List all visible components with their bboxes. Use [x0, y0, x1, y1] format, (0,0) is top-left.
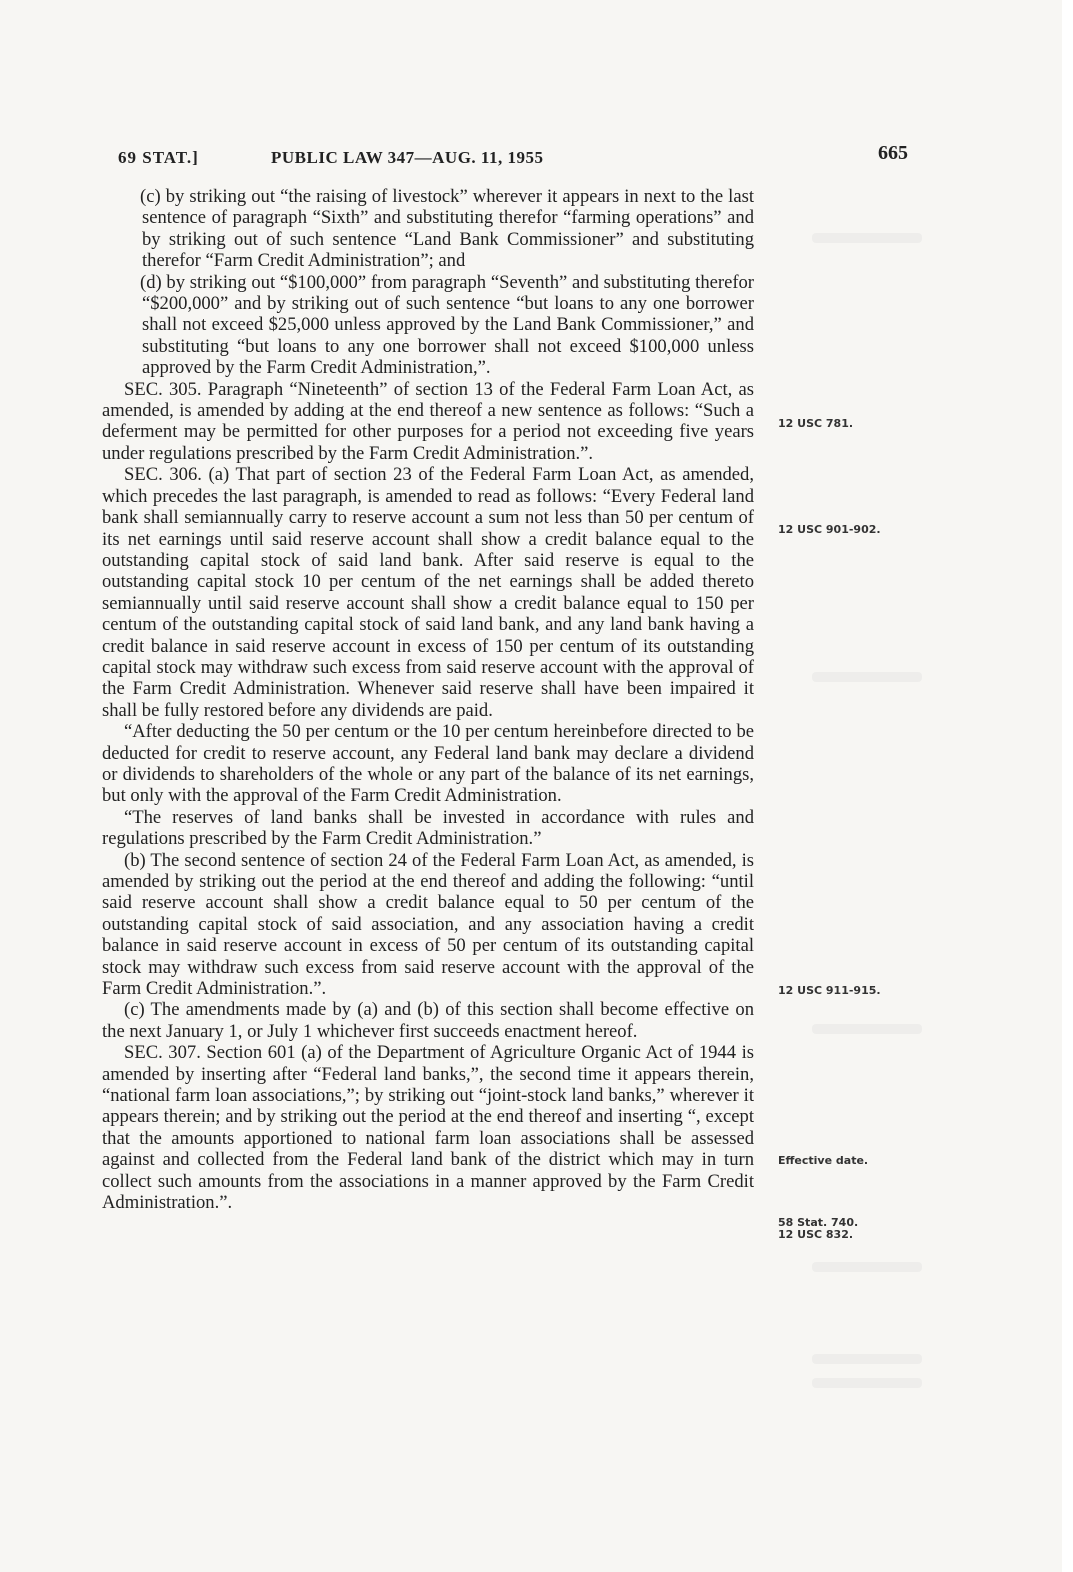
- section-305: SEC. 305. Paragraph “Nineteenth” of section 13 of the Federal Farm Loan Act, as amended, is amended by adding at the end thereof a new sentence as follows: “Such a deferment may be permitted for other purposes for a period not exceeding five years under regulations prescribed by the Farm Credit Administration.”.: [102, 378, 754, 464]
- clause-d: (d) by striking out “$100,000” from paragraph “Seventh” and substituting therefor “$200,000” and by striking out of such sentence “but loans to any one borrower shall not exceed $25,000 unless approved by the Land Bank Commissioner,” and substituting “but loans to any one borrower shall not exceed $100,000 unless approved by the Farm Credit Administration,”.: [140, 271, 754, 379]
- page-number: 665: [878, 142, 908, 164]
- bleed-through-mark: [812, 1262, 922, 1272]
- margin-effective-date: Effective date.: [778, 1154, 869, 1167]
- margin-citation: 12 USC 901-902.: [778, 523, 881, 536]
- page-header: [118, 142, 908, 172]
- statute-body: [102, 186, 754, 1214]
- section-306-c: (c) The amendments made by (a) and (b) of this section shall become effective on the next January 1, or July 1 whichever first succeeds enactment hereof.: [102, 999, 754, 1042]
- margin-citation: 12 USC 911-915.: [778, 984, 881, 997]
- bleed-through-mark: [812, 672, 922, 682]
- volume-reference: 69 STAT.]: [118, 148, 199, 167]
- margin-citation: 58 Stat. 740.: [778, 1216, 859, 1229]
- margin-citation: 12 USC 832.: [778, 1228, 854, 1241]
- bleed-through-mark: [812, 233, 922, 243]
- section-306-a-reserves: “The reserves of land banks shall be invested in accordance with rules and regulations prescribed by the Farm Credit Administration.”: [102, 806, 754, 850]
- bleed-through-mark: [812, 1354, 922, 1364]
- section-307: SEC. 307. Section 601 (a) of the Department of Agriculture Organic Act of 1944 is amended by inserting after “Federal land banks,”, the second time it appears therein, “national farm loan associations,”; by striking out “joint-stock land banks,” wherever it appears therein; and by striking out the period at the end thereof and inserting “, except that the amounts apportioned to national farm loan associations shall be assessed against and collected from the Federal land bank of the district which may in turn collect such amounts from the associations in a manner approved by the Farm Credit Administration.”.: [102, 1042, 754, 1214]
- section-306-b: (b) The second sentence of section 24 of the Federal Farm Loan Act, as amended, is amended by striking out the period at the end thereof and adding the following: “until said reserve account shall show a credit balance equal to 50 per centum of the outstanding capital stock of said association, and any association having a credit balance in said reserve account in excess of 50 per centum of its outstanding capital stock may withdraw such excess from said reserve account with the approval of the Farm Credit Administration.”.: [102, 849, 754, 1000]
- section-306-a-dividends: “After deducting the 50 per centum or the 10 per centum hereinbefore directed to be deducted for credit to reserve account, any Federal land bank may declare a dividend or dividends to shareholders of the whole or any part of the balance of its net earnings, but only with the approval of the Farm Credit Administration.: [102, 721, 754, 807]
- section-306-a: SEC. 306. (a) That part of section 23 of the Federal Farm Loan Act, as amended, which precedes the last paragraph, is amended to read as follows: “Every Federal land bank shall semiannually carry to reserve account a sum not less than 50 per centum of its net earnings until said reserve account shall show a credit balance equal to the outstanding capital stock of said land bank. After said reserve is equal to the outstanding capital stock 10 per centum of the net earnings shall be added thereto semiannually until said reserve account shall show a credit balance equal to 150 per centum of the outstanding capital stock of said land bank, and any land bank having a credit balance in said reserve account in excess of 150 per centum of its outstanding capital stock may withdraw such excess from said reserve account with the approval of the Farm Credit Administration. Whenever said reserve shall have been impaired it shall be fully restored before any dividends are paid.: [102, 464, 754, 721]
- bleed-through-mark: [812, 1024, 922, 1034]
- bleed-through-mark: [812, 1378, 922, 1388]
- margin-citation: 12 USC 781.: [778, 417, 854, 430]
- clause-c: (c) by striking out “the raising of livestock” wherever it appears in next to the last sentence of paragraph “Sixth” and substituting therefor “farming operations” and by striking out of such sentence “Land Bank Commissioner” and substituting therefor “Farm Credit Administration”; and: [140, 186, 754, 272]
- page-title: PUBLIC LAW 347—AUG. 11, 1955: [271, 148, 544, 167]
